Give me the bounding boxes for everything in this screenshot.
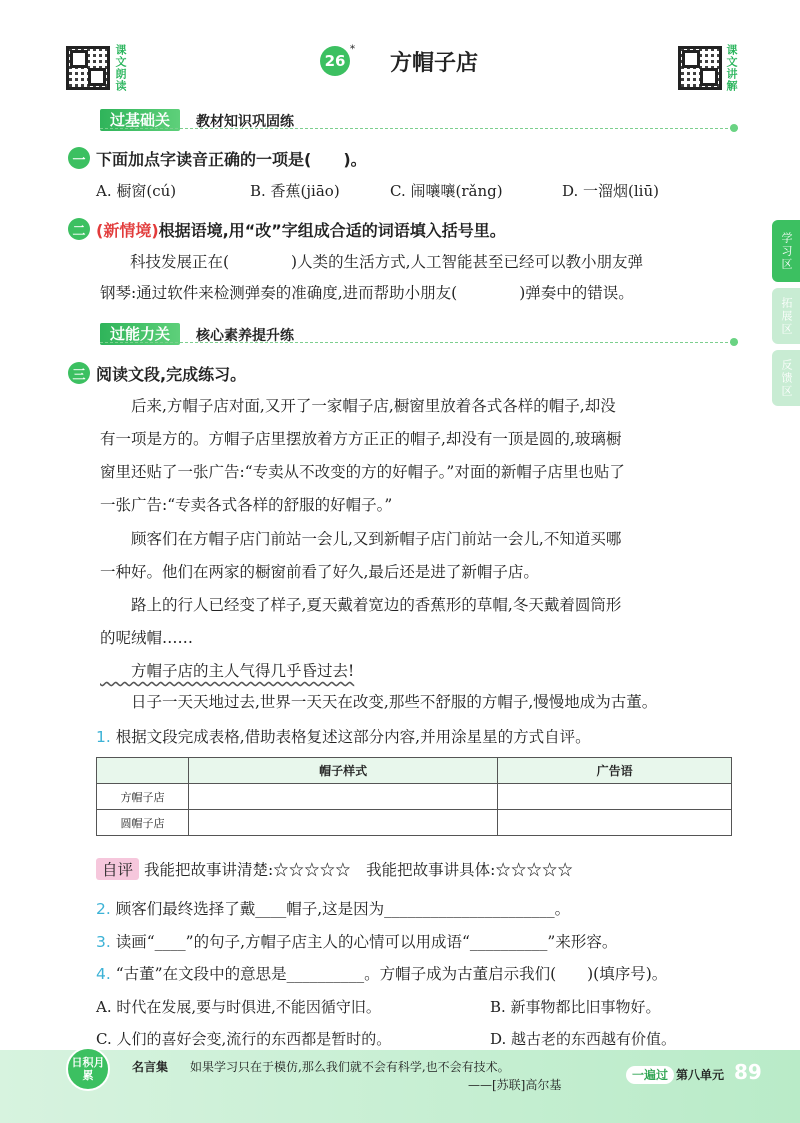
q1-option-b[interactable]: B. 香蕉(jiāo) [250,182,340,200]
passage-line-7: 路上的行人已经变了样子,夏天戴着宽边的香蕉形的草帽,冬天戴着圆筒形 [100,596,622,614]
footer-unit: 第八单元 [676,1068,725,1082]
table-cell-square-slogan[interactable] [498,784,732,810]
section-basic-dot [730,124,738,132]
lesson-star: * [350,44,355,55]
sub-question-4-number: 4. [96,965,111,983]
question-marker-3: 三 [68,362,90,384]
sub-question-2-text: 顾客们最终选择了戴____帽子,这是因为______________________。 [115,900,571,918]
qr-code-left[interactable] [66,46,110,90]
footer-brand: 一遍过 [626,1066,674,1084]
q4-option-c[interactable]: C. 人们的喜好会变,流行的东西都是暂时的。 [96,1030,392,1048]
self-eval-stars[interactable]: 我能把故事讲清楚:☆☆☆☆☆ 我能把故事讲具体:☆☆☆☆☆ [143,861,573,879]
table-header-style: 帽子样式 [189,758,498,784]
q4-option-a[interactable]: A. 时代在发展,要与时俱进,不能因循守旧。 [96,998,381,1016]
question-marker-2: 二 [68,218,90,240]
table-row-label-square: 方帽子店 [97,784,189,810]
section-basic-subtitle: 教材知识巩固练 [196,114,294,130]
sub-question-1 [96,725,591,747]
q4-option-d[interactable]: D. 越古老的东西越有价值。 [490,1030,677,1048]
sub-question-3-text: 读画“____”的句子,方帽子店主人的心情可以用成语“__________”来形容。 [115,933,618,951]
q1-option-a[interactable]: A. 橱窗(cú) [96,182,177,200]
new-context-tag: (新情境) [96,221,159,240]
sub-question-1-number: 1. [96,728,111,746]
sub-question-1-text: 根据文段完成表格,借助表格复述这部分内容,并用涂星星的方式自评。 [115,728,591,746]
table-cell-round-slogan[interactable] [498,810,732,836]
section-basic-label: 过基础关 [100,109,180,131]
table-row [97,784,732,810]
passage-line-5: 顾客们在方帽子店门前站一会儿,又到新帽子店门前站一会儿,不知道买哪 [100,530,622,548]
passage-line-6: 一种好。他们在两家的橱窗前看了好久,最后还是进了新帽子店。 [100,563,539,581]
footer-quote-label: 名言集 [132,1060,169,1074]
footer-quote: 如果学习只在于模仿,那么我们就不会有科学,也不会有技术。 [190,1060,510,1074]
page-number: 89 [734,1060,762,1084]
passage-line-9: 方帽子店的主人气得几乎昏过去! [100,662,355,680]
read-aloud-tag: 课文朗读 [114,44,127,92]
passage-line-2: 有一项是方的。方帽子店里摆放着方方正正的帽子,却没有一顶是圆的,玻璃橱 [100,430,622,448]
sub-question-4 [96,962,667,984]
sub-question-4-text: “古董”在文段中的意思是__________。方帽子成为古董启示我们( )(填序号)。 [115,965,668,983]
passage-line-3: 窗里还贴了一张广告:“专卖从不改变的方的好帽子。”对面的新帽子店里也贴了 [100,463,625,481]
self-evaluation [96,858,573,880]
section-ability-label: 过能力关 [100,323,180,345]
self-eval-tag: 自评 [96,858,139,880]
passage-line-10: 日子一天天地过去,世界一天天在改变,那些不舒服的方帽子,慢慢地成为古董。 [100,693,658,711]
side-tab-extend[interactable]: 拓展区 [772,288,800,344]
section-ability-dot [730,338,738,346]
q2-line-1: 科技发展正在( )人类的生活方式,人工智能甚至已经可以教小朋友弹 [130,253,644,271]
table-header-slogan: 广告语 [498,758,732,784]
table-cell-round-style[interactable] [189,810,498,836]
question-3-text: 阅读文段,完成练习。 [96,365,247,384]
table-header-row [97,758,732,784]
footer-quote-author: ——[苏联]高尔基 [468,1078,562,1092]
sub-question-2 [96,897,570,919]
section-basic-divider [100,128,738,129]
summary-table [96,757,732,836]
lesson-explain-tag: 课文讲解 [725,44,738,92]
q1-option-d[interactable]: D. 一溜烟(liū) [562,182,659,200]
side-tab-feedback[interactable]: 反馈区 [772,350,800,406]
table-cell-square-style[interactable] [189,784,498,810]
question-2-prompt: 根据语境,用“改”字组成合适的词语填入括号里。 [158,221,506,240]
question-1-text: 下面加点字读音正确的一项是( )。 [96,150,367,169]
lesson-number-badge: 26 [320,46,350,76]
section-ability-divider [100,342,738,343]
side-tab-study[interactable]: 学习区 [772,220,800,282]
page-title: 方帽子店 [390,51,479,76]
sub-question-3-number: 3. [96,933,111,951]
passage-line-1: 后来,方帽子店对面,又开了一家帽子店,橱窗里放着各式各样的帽子,却没 [100,397,616,415]
passage-line-4: 一张广告:“专卖各式各样的舒服的好帽子。” [100,496,393,514]
sub-question-2-number: 2. [96,900,111,918]
table-row [97,810,732,836]
sub-question-3 [96,930,617,952]
question-2-text [96,218,506,241]
q4-option-b[interactable]: B. 新事物都比旧事物好。 [490,998,661,1016]
q2-line-2: 钢琴:通过软件来检测弹奏的准确度,进而帮助小朋友( )弹奏中的错误。 [100,284,634,302]
qr-code-right[interactable] [678,46,722,90]
question-marker-1: 一 [68,147,90,169]
table-row-label-round: 圆帽子店 [97,810,189,836]
q1-option-c[interactable]: C. 闹嚷嚷(rǎng) [390,182,503,200]
passage-line-8: 的呢绒帽…… [100,629,194,647]
footer-badge: 日积月累 [66,1047,110,1091]
table-header-blank [97,758,189,784]
section-ability-subtitle: 核心素养提升练 [196,328,294,344]
